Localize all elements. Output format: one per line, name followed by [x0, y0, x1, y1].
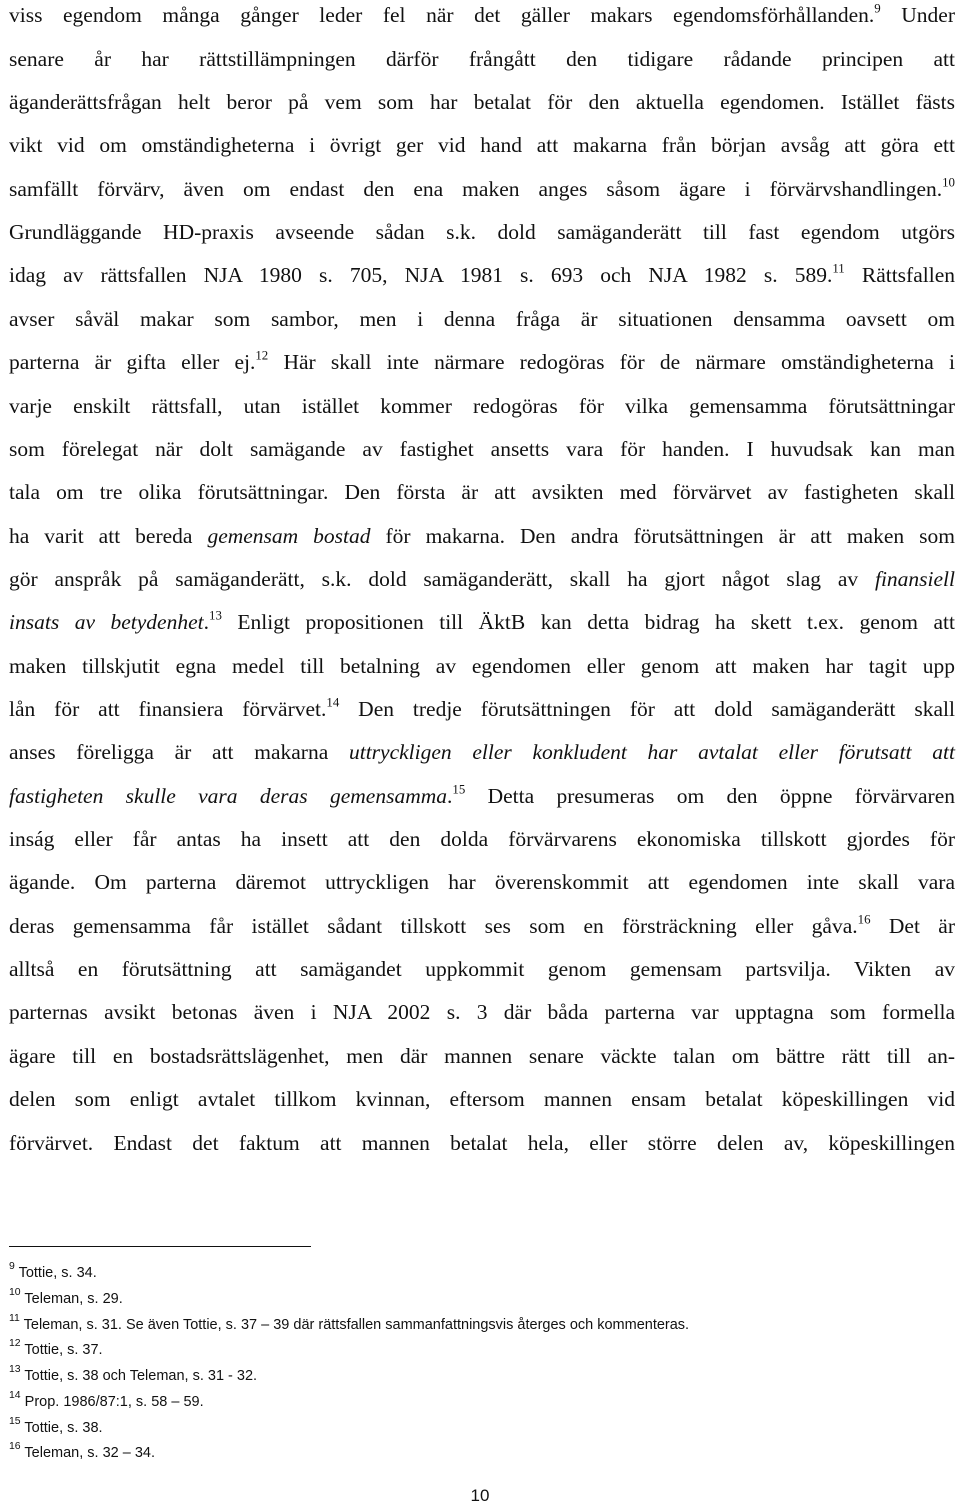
- body-line-26: delen som enligt avtalet tillkom kvinnan, eftersom mannen ensam betalat köpeskillingen vid: [9, 1087, 955, 1111]
- footnote-11: $^{11}$ Teleman, s. 31. Se även Tottie, s. 37 – 39 där rättsfallen sammanfattningsvis återges och kommenteras.: [9, 1313, 690, 1333]
- body-line-1: viss egendom många gånger leder fel när det gäller makars egendomsförhållanden.$^9$ Under: [9, 1, 956, 27]
- body-line-7: idag av rättsfallen NJA 1980 s. 705, NJA 1981 s. 693 och NJA 1982 s. 589.11 Rättsfallen: [9, 261, 955, 287]
- footnote-13: $^{13}$ Tottie, s. 38 och Teleman, s. 31 - 32.: [9, 1364, 258, 1384]
- body-line-10: varje enskilt rättsfall, utan istället kommer redogöras för vilka gemensamma förutsättningar: [9, 394, 955, 418]
- body-line-18: anses föreligga är att makarna uttryckligen eller konkludent har avtalat eller förutsatt att: [9, 740, 955, 764]
- footnote-ref-16: 16: [857, 912, 871, 927]
- footnote-ref-14: 14: [326, 695, 340, 710]
- body-line-11: som förelegat när dolt samägande av fastighet ansetts vara för handen. I huvudsak kan man: [9, 437, 955, 461]
- footnote-ref-15: 15: [452, 782, 466, 797]
- footnote-ref-13: 13: [209, 608, 222, 623]
- body-line-17: lån för att finansiera förvärvet.$^{14}$ Den tredje förutsättningen för att dold samäganderätt skall: [9, 695, 955, 721]
- body-line-15: insats av betydenhet.$^{13}$ Enligt propositionen till ÄktB kan detta bidrag ha skett t.ex. genom att: [9, 608, 955, 634]
- footnote-separator: [9, 1246, 311, 1247]
- footnote-9: $^9$ Tottie, s. 34.: [9, 1261, 97, 1281]
- page-number: 10: [470, 1486, 490, 1505]
- footnote-12: $^{12}$ Tottie, s. 37.: [9, 1338, 103, 1358]
- footnote-15: $^{15}$ Tottie, s. 38.: [9, 1416, 103, 1436]
- body-line-27: förvärvet. Endast det faktum att mannen betalat hela, eller större delen av, köpeskillingen: [9, 1131, 955, 1155]
- body-line-12: tala om tre olika förutsättningar. Den första är att avsikten med förvärvet av fastigheten skall: [9, 480, 955, 504]
- footnote-ref-10: 10: [942, 175, 955, 190]
- footnote-10: $^{10}$ Teleman, s. 29.: [9, 1287, 123, 1307]
- body-line-20: inság eller får antas ha insett att den dolda förvärvarens ekonomiska tillskott gjordes för: [9, 827, 955, 851]
- footnote-ref-9: 9: [874, 1, 881, 16]
- footnote-16: $^{16}$ Teleman, s. 32 – 34.: [9, 1441, 155, 1461]
- body-line-9: parterna är gifta eller ej.$^{12}$ Här skall inte närmare redogöras för de närmare omständigheterna i: [9, 348, 955, 374]
- footnote-14: $^{14}$ Prop. 1986/87:1, s. 58 – 59.: [9, 1390, 204, 1410]
- body-line-13: ha varit att bereda gemensam bostad för makarna. Den andra förutsättningen är att maken som: [9, 524, 955, 548]
- emphasis-gemensam-bostad: gemensam bostad: [207, 524, 371, 548]
- body-line-19: fastigheten skulle vara deras gemensamma.$^{15}$ Detta presumeras om den öppne förvärvaren: [9, 782, 956, 808]
- body-line-6: Grundläggande HD-praxis avseende sådan s.k. dold samäganderätt till fast egendom utgörs: [9, 220, 955, 244]
- emphasis-fastigheten: fastigheten skulle vara deras gemensamma: [9, 784, 448, 808]
- body-line-24: parternas avsikt betonas även i NJA 2002 s. 3 där båda parterna var upptagna som formella: [9, 1000, 955, 1024]
- body-line-3: äganderättsfrågan helt beror på vem som har betalat för den aktuella egendomen. Istället fästs: [9, 90, 955, 114]
- footnote-ref-12: 12: [255, 348, 269, 363]
- body-line-23: alltså en förutsättning att samägandet uppkommit genom gemensam partsvilja. Vikten av: [9, 957, 955, 981]
- body-line-25: ägare till en bostadsrättslägenhet, men där mannen senare väckte talan om bättre rätt till an-: [9, 1044, 955, 1068]
- body-line-21: ägande. Om parterna däremot uttryckligen har överenskommit att egendomen inte skall vara: [9, 870, 955, 894]
- footnote-ref-11: 11: [832, 261, 845, 276]
- emphasis-insats: insats av betydenhet: [9, 610, 204, 634]
- body-line-22: deras gemensamma får istället sådant tillskott ses som en försträckning eller gåva.$^{16}$ Det är: [9, 912, 955, 938]
- body-line-8: avser såväl makar som sambor, men i denna fråga är situationen densamma oavsett om: [9, 307, 955, 331]
- body-line-2: senare år har rättstillämpningen därför frångått den tidigare rådande principen att: [9, 47, 955, 71]
- body-line-14: gör anspråk på samäganderätt, s.k. dold samäganderätt, skall ha gjort något slag av finansiell: [9, 567, 955, 591]
- body-line-16: maken tillskjutit egna medel till betalning av egendomen eller genom att maken har tagit upp: [9, 654, 955, 678]
- body-line-5: samfällt förvärv, även om endast den ena maken anges såsom ägare i förvärvshandlingen.$^{10}$: [9, 175, 955, 201]
- body-line-4: vikt vid om omständigheterna i övrigt ger vid hand att makarna från början avsåg att göra ett: [9, 133, 955, 157]
- emphasis-finansiell: finansiell: [874, 567, 955, 591]
- emphasis-uttryckligen: uttryckligen eller konkludent har avtalat eller förutsatt att: [348, 740, 955, 764]
